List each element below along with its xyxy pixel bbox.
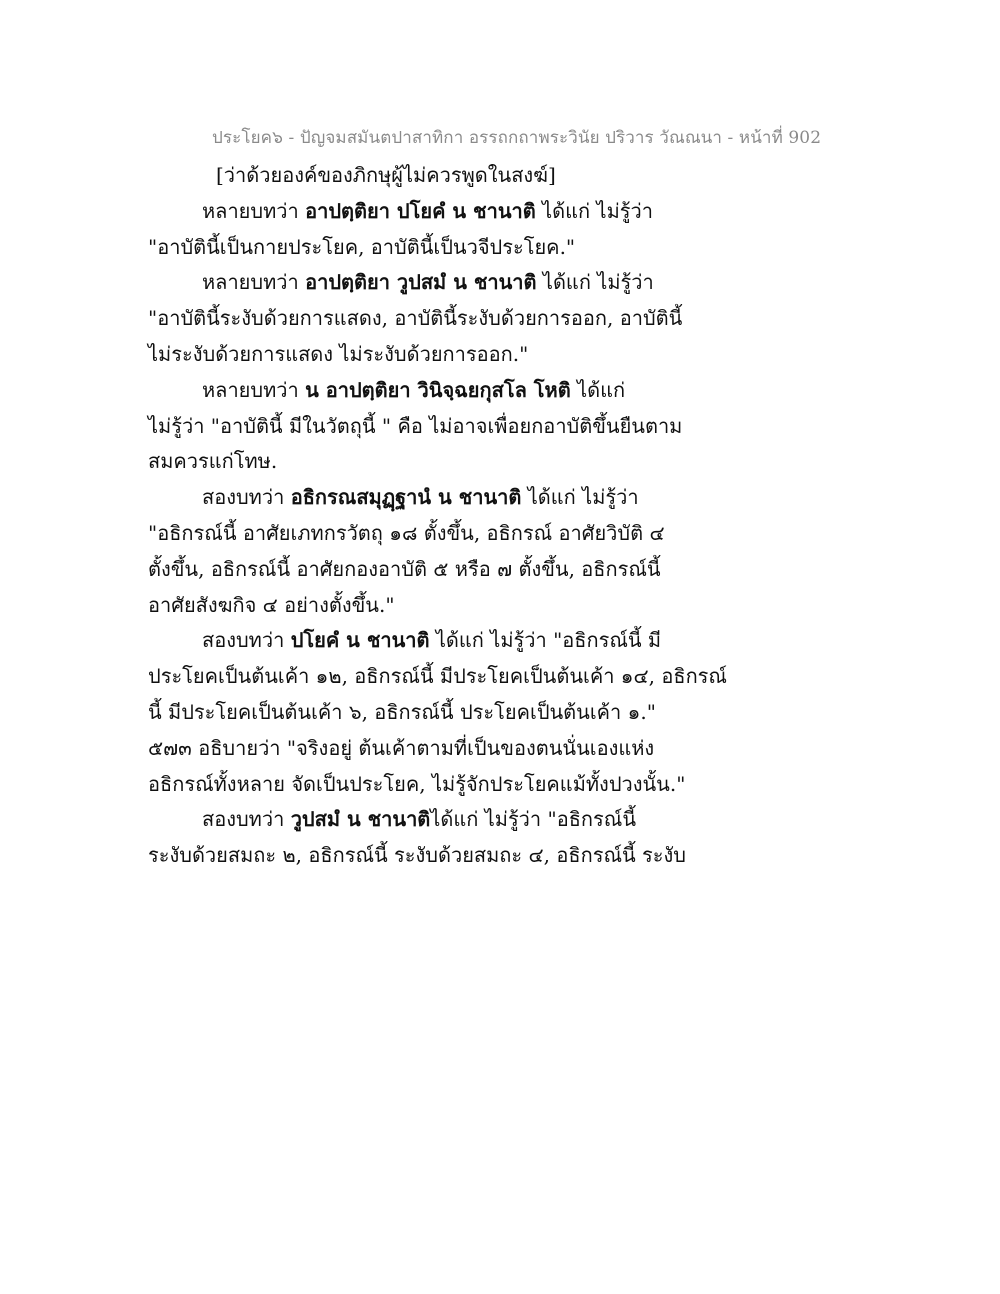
section-heading <box>148 158 728 194</box>
bold-term: อธิกรณสมุฏฺฐานํ น ชานาติ <box>290 485 522 510</box>
text-run: [ว่าด้วยองค์ของภิกษุผู้ไม่ควรพูดในสงฆ์] <box>216 163 556 187</box>
text-line <box>148 695 728 731</box>
text-run: อาศัยสังฆกิจ ๔ อย่างตั้งขึ้น." <box>148 592 395 617</box>
text-run: ระงับด้วยสมถะ ๒, อธิกรณ์นี้ ระงับด้วยสมถะ ๔, อธิกรณ์นี้ ระงับ <box>148 843 686 868</box>
running-header: ประโยค๖ - ปัญจมสมันตปาสาทิกา อรรถกถาพระวินัย ปริวาร วัณณนา - หน้าที่ 902 <box>212 128 822 148</box>
text-run: ตั้งขึ้น, อธิกรณ์นี้ อาศัยกองอาบัติ ๕ หรือ ๗ ตั้งขึ้น, อธิกรณ์นี้ <box>148 556 661 581</box>
text-line <box>148 230 728 266</box>
text-run: หลายบทว่า <box>202 198 306 223</box>
text-run: ได้แก่ ไม่รู้ว่า <box>536 270 654 295</box>
bold-term: น อาปตฺติยา วินิจฺฉยกุสโล โหติ <box>305 377 571 402</box>
text-run: ได้แก่ ไม่รู้ว่า "อธิกรณ์นี้ มี <box>429 628 662 653</box>
text-run: หลายบทว่า <box>202 270 306 295</box>
text-run: "อธิกรณ์นี้ อาศัยเภทกรวัตถุ ๑๘ ตั้งขึ้น, อธิกรณ์ อาศัยวิบัติ ๔ <box>148 520 665 545</box>
text-line <box>148 838 728 874</box>
text-run: นี้ มีประโยคเป็นต้นเค้า ๖, อธิกรณ์นี้ ประโยคเป็นต้นเค้า ๑." <box>148 699 656 724</box>
bold-term: อาปตฺติยา ปโยคํ น ชานาติ <box>305 198 536 223</box>
text-run: ได้แก่ ไม่รู้ว่า "อธิกรณ์นี้ <box>430 807 636 832</box>
text-run: สองบทว่า <box>202 807 291 832</box>
text-run: อธิกรณ์ทั้งหลาย จัดเป็นประโยค, ไม่รู้จักประโยคแม้ทั้งปวงนั้น." <box>148 771 686 796</box>
text-line <box>148 623 728 659</box>
text-line <box>148 265 728 301</box>
text-line <box>148 516 728 552</box>
text-run: สองบทว่า <box>202 628 291 653</box>
body-text <box>148 158 728 874</box>
text-line <box>148 373 728 409</box>
text-line <box>148 301 728 337</box>
text-line <box>148 588 728 624</box>
text-run: ไม่ระงับด้วยการแสดง ไม่ระงับด้วยการออก." <box>148 341 529 366</box>
text-run: สมควรแก่โทษ. <box>148 449 278 474</box>
text-run: ได้แก่ ไม่รู้ว่า <box>535 198 653 223</box>
text-run: ประโยคเป็นต้นเค้า ๑๒, อธิกรณ์นี้ มีประโยคเป็นต้นเค้า ๑๔, อธิกรณ์ <box>148 664 727 689</box>
text-run: ได้แก่ ไม่รู้ว่า <box>521 485 639 510</box>
text-run: ๕๗๓ อธิบายว่า "จริงอยู่ ต้นเค้าตามที่เป็นของตนนั่นเองแห่ง <box>148 735 655 760</box>
text-line <box>148 194 728 230</box>
text-line <box>148 444 728 480</box>
text-run: ไม่รู้ว่า "อาบัตินี้ มีในวัตถุนี้ " คือ ไม่อาจเพื่อยกอาบัติขึ้นยืนตาม <box>148 413 683 438</box>
text-line <box>148 659 728 695</box>
text-line <box>148 767 728 803</box>
text-line <box>148 802 728 838</box>
text-run: หลายบทว่า <box>202 377 306 402</box>
bold-term: อาปตฺติยา วูปสมํ น ชานาติ <box>305 270 537 295</box>
text-run: "อาบัตินี้เป็นกายประโยค, อาบัตินี้เป็นวจีประโยค." <box>148 234 576 259</box>
text-line <box>148 731 728 767</box>
text-run: สองบทว่า <box>202 485 291 510</box>
text-run: "อาบัตินี้ระงับด้วยการแสดง, อาบัตินี้ระงับด้วยการออก, อาบัตินี้ <box>148 306 683 331</box>
text-run: ได้แก่ <box>570 377 626 402</box>
text-line <box>148 552 728 588</box>
text-line <box>148 337 728 373</box>
bold-term: วูปสมํ น ชานาติ <box>290 807 431 832</box>
bold-term: ปโยคํ น ชานาติ <box>290 628 430 653</box>
text-line <box>148 409 728 445</box>
text-line <box>148 480 728 516</box>
